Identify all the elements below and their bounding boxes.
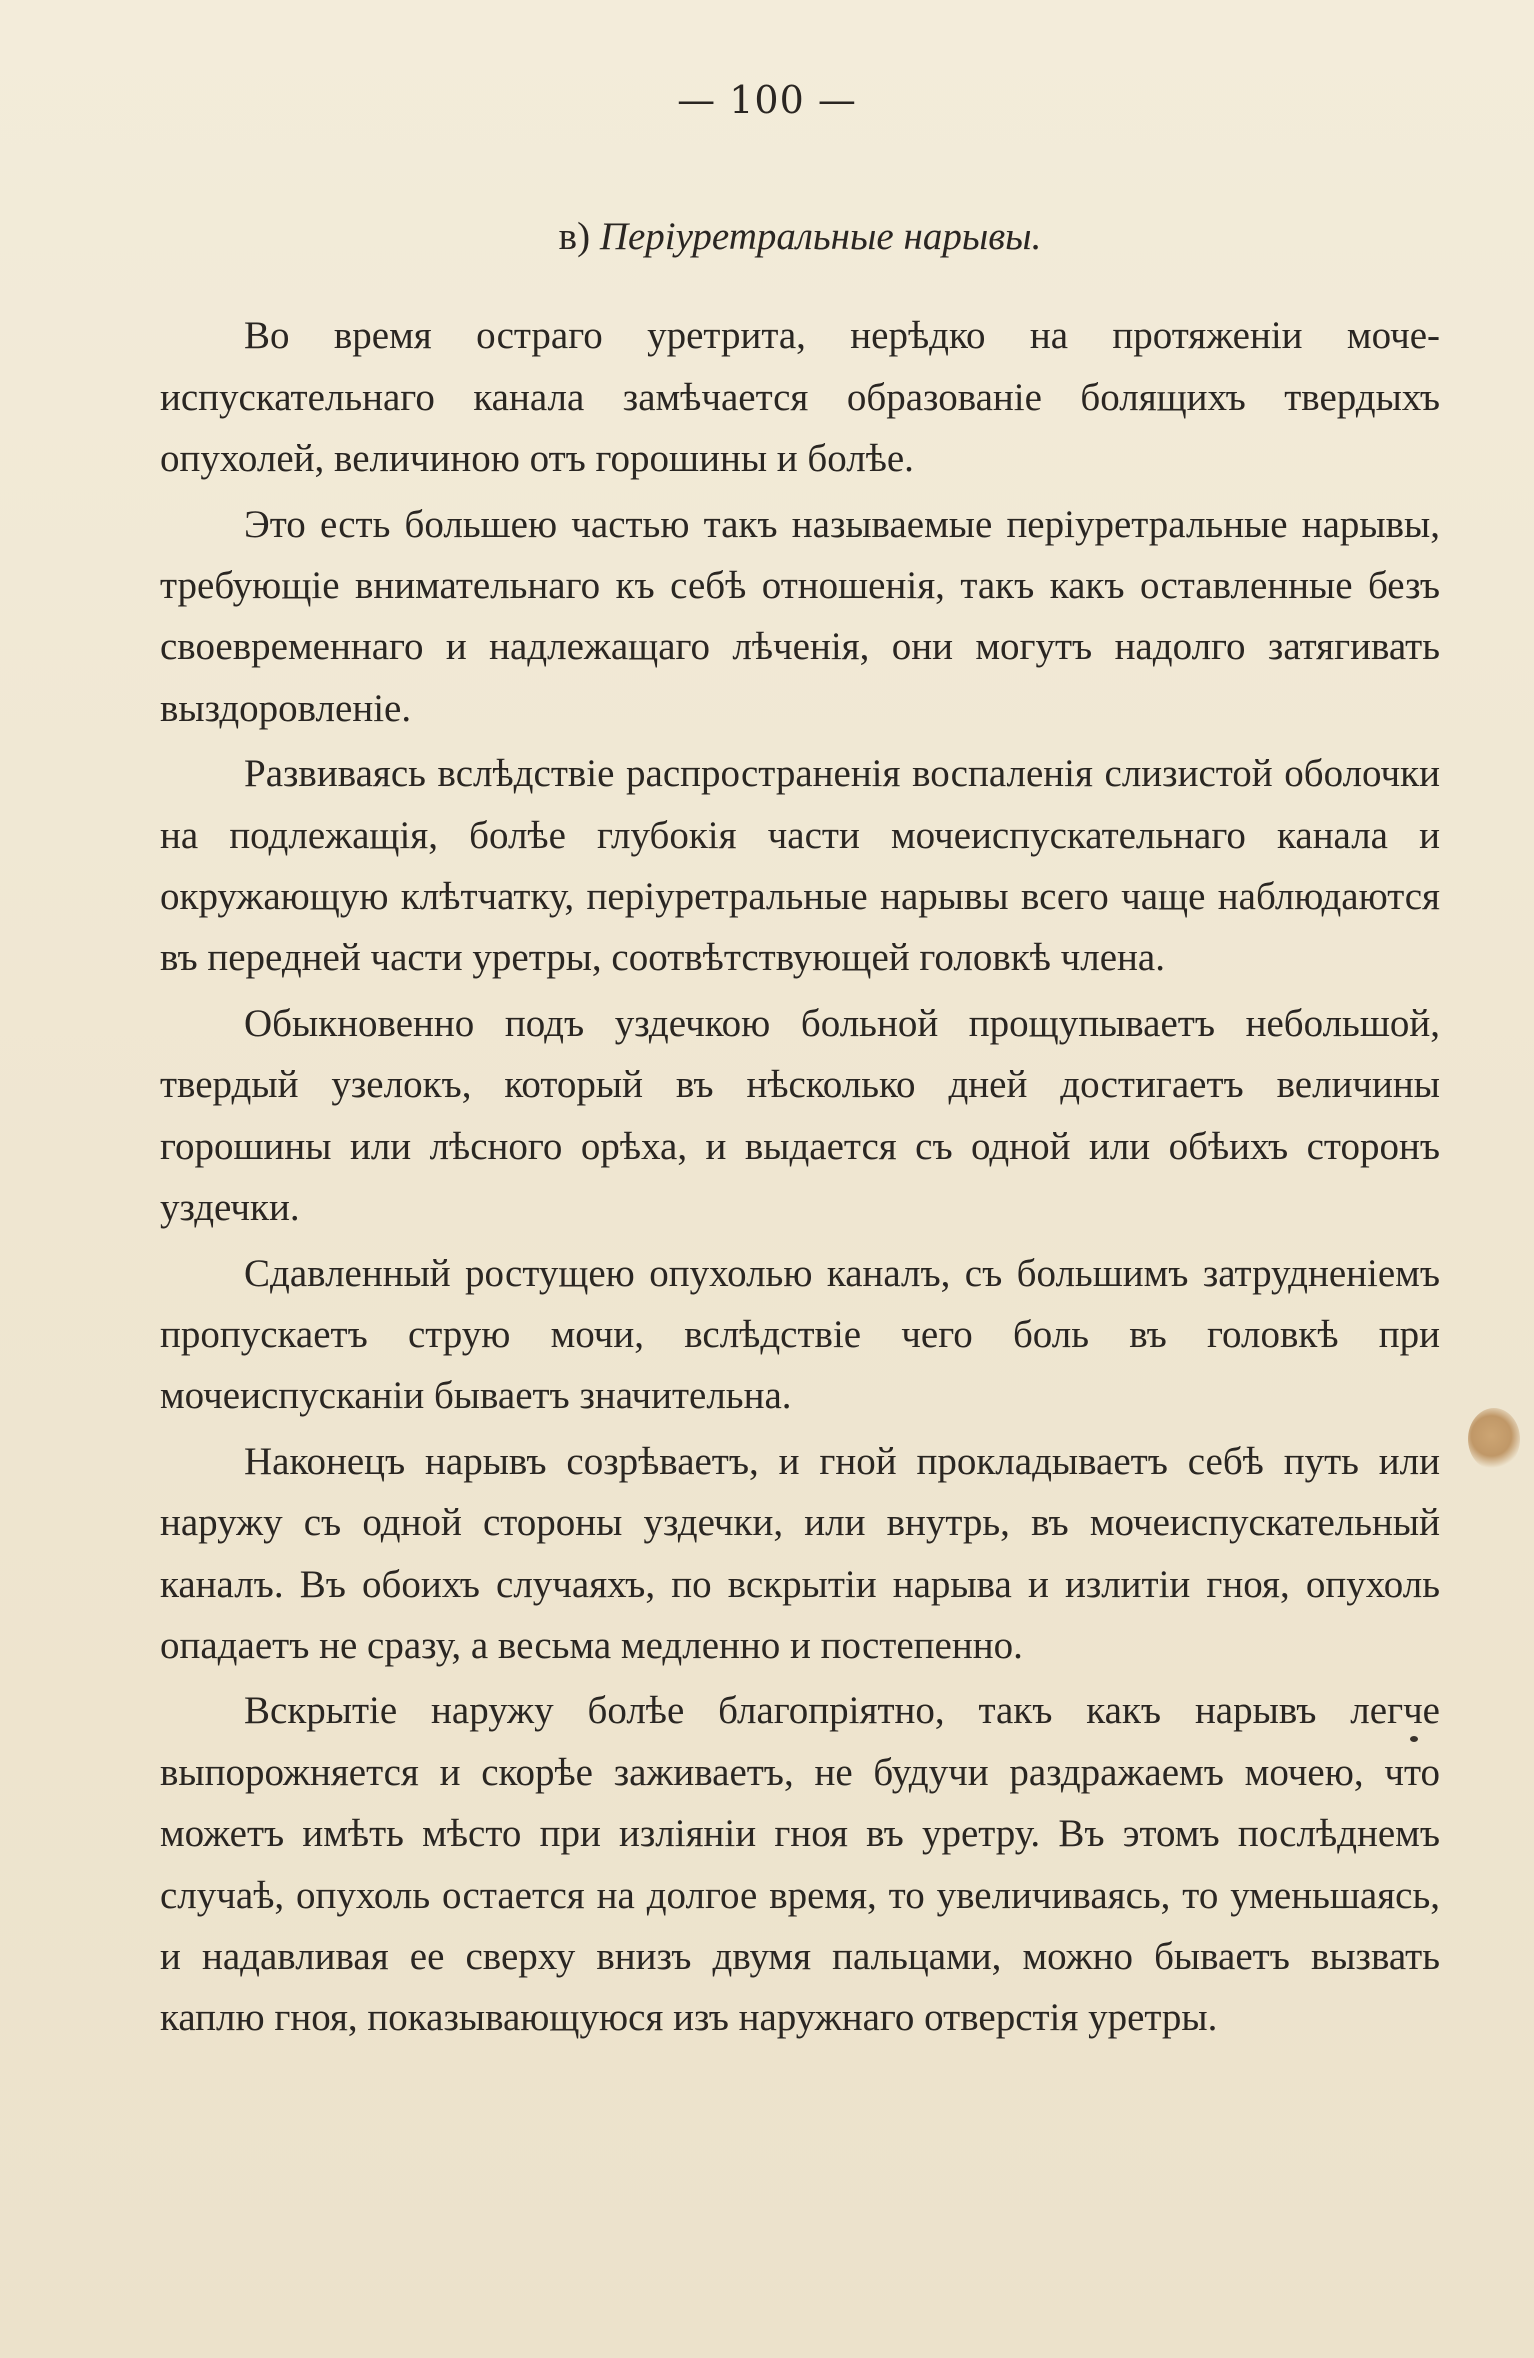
section-title: Періуретральные нарывы. <box>599 215 1042 258</box>
paragraph: Наконецъ нарывъ созрѣваетъ, и гной прокладываетъ себѣ путь или наружу съ одной стороны уздечки, или внутрь, въ мочеиспускательный каналъ. Въ обоихъ случаяхъ, по вскрытіи нарыва и излитіи гноя, опухоль опадаетъ не сразу, а весьма медленно и постепенно. <box>160 1439 1440 1667</box>
section-heading <box>160 206 1440 267</box>
section-letter: в) <box>558 215 591 258</box>
paragraph: Обыкновенно подъ уздечкою больной прощупываетъ небольшой, твердый узелокъ, который въ нѣсколько дней достигаетъ величины горошины или лѣсного орѣха, и выдается съ одной или обѣихъ сторонъ уздечки. <box>160 1001 1440 1230</box>
paragraph: Сдавленный ростущею опухолью каналъ, съ большимъ затрудненіемъ пропускаетъ струю мочи, вслѣдствіе чего боль въ головкѣ при мочеиспусканіи бываетъ значительна. <box>160 1251 1440 1418</box>
page-body <box>160 206 1440 2053</box>
paragraph: Во время остраго уретрита, нерѣдко на протяженіи мочеиспускательнаго канала замѣчается образованіе болящихъ твердыхъ опухолей, величиною отъ горошины и болѣе. <box>160 314 1440 481</box>
paragraph: Это есть большею частью такъ называемые періуретральные нарывы, требующіе внимательнаго къ себѣ отношенія, такъ какъ оставленные безъ своевременнаго и надлежащаго лѣченія, они могутъ надолго затягивать выздоровленіе. <box>160 502 1440 730</box>
page-number: — 100 — <box>677 78 857 122</box>
paragraph: Вскрытіе наружу болѣе благопріятно, такъ какъ нарывъ легче выпорожняется и скорѣе заживаетъ, не будучи раздражаемъ мочею, что можетъ имѣть мѣсто при изліяніи гноя въ уретру. Въ этомъ послѣднемъ случаѣ, опухоль остается на долгое время, то увеличиваясь, то уменьшаясь, и надавливая ее сверху внизъ двумя пальцами, можно бываетъ вызвать каплю гноя, показывающуюся изъ наружнаго отверстія уретры. <box>160 1689 1440 2040</box>
paragraph: Развиваясь вслѣдствіе распространенія воспаленія слизистой оболочки на подлежащія, болѣе глубокія части мочеиспускательнаго канала и окружающую клѣтчатку, періуретральные нарывы всего чаще наблюдаются въ передней части уретры, соотвѣтствующей головкѣ члена. <box>160 752 1440 980</box>
ink-speck <box>1410 1736 1418 1742</box>
paper-stain <box>1468 1408 1520 1470</box>
